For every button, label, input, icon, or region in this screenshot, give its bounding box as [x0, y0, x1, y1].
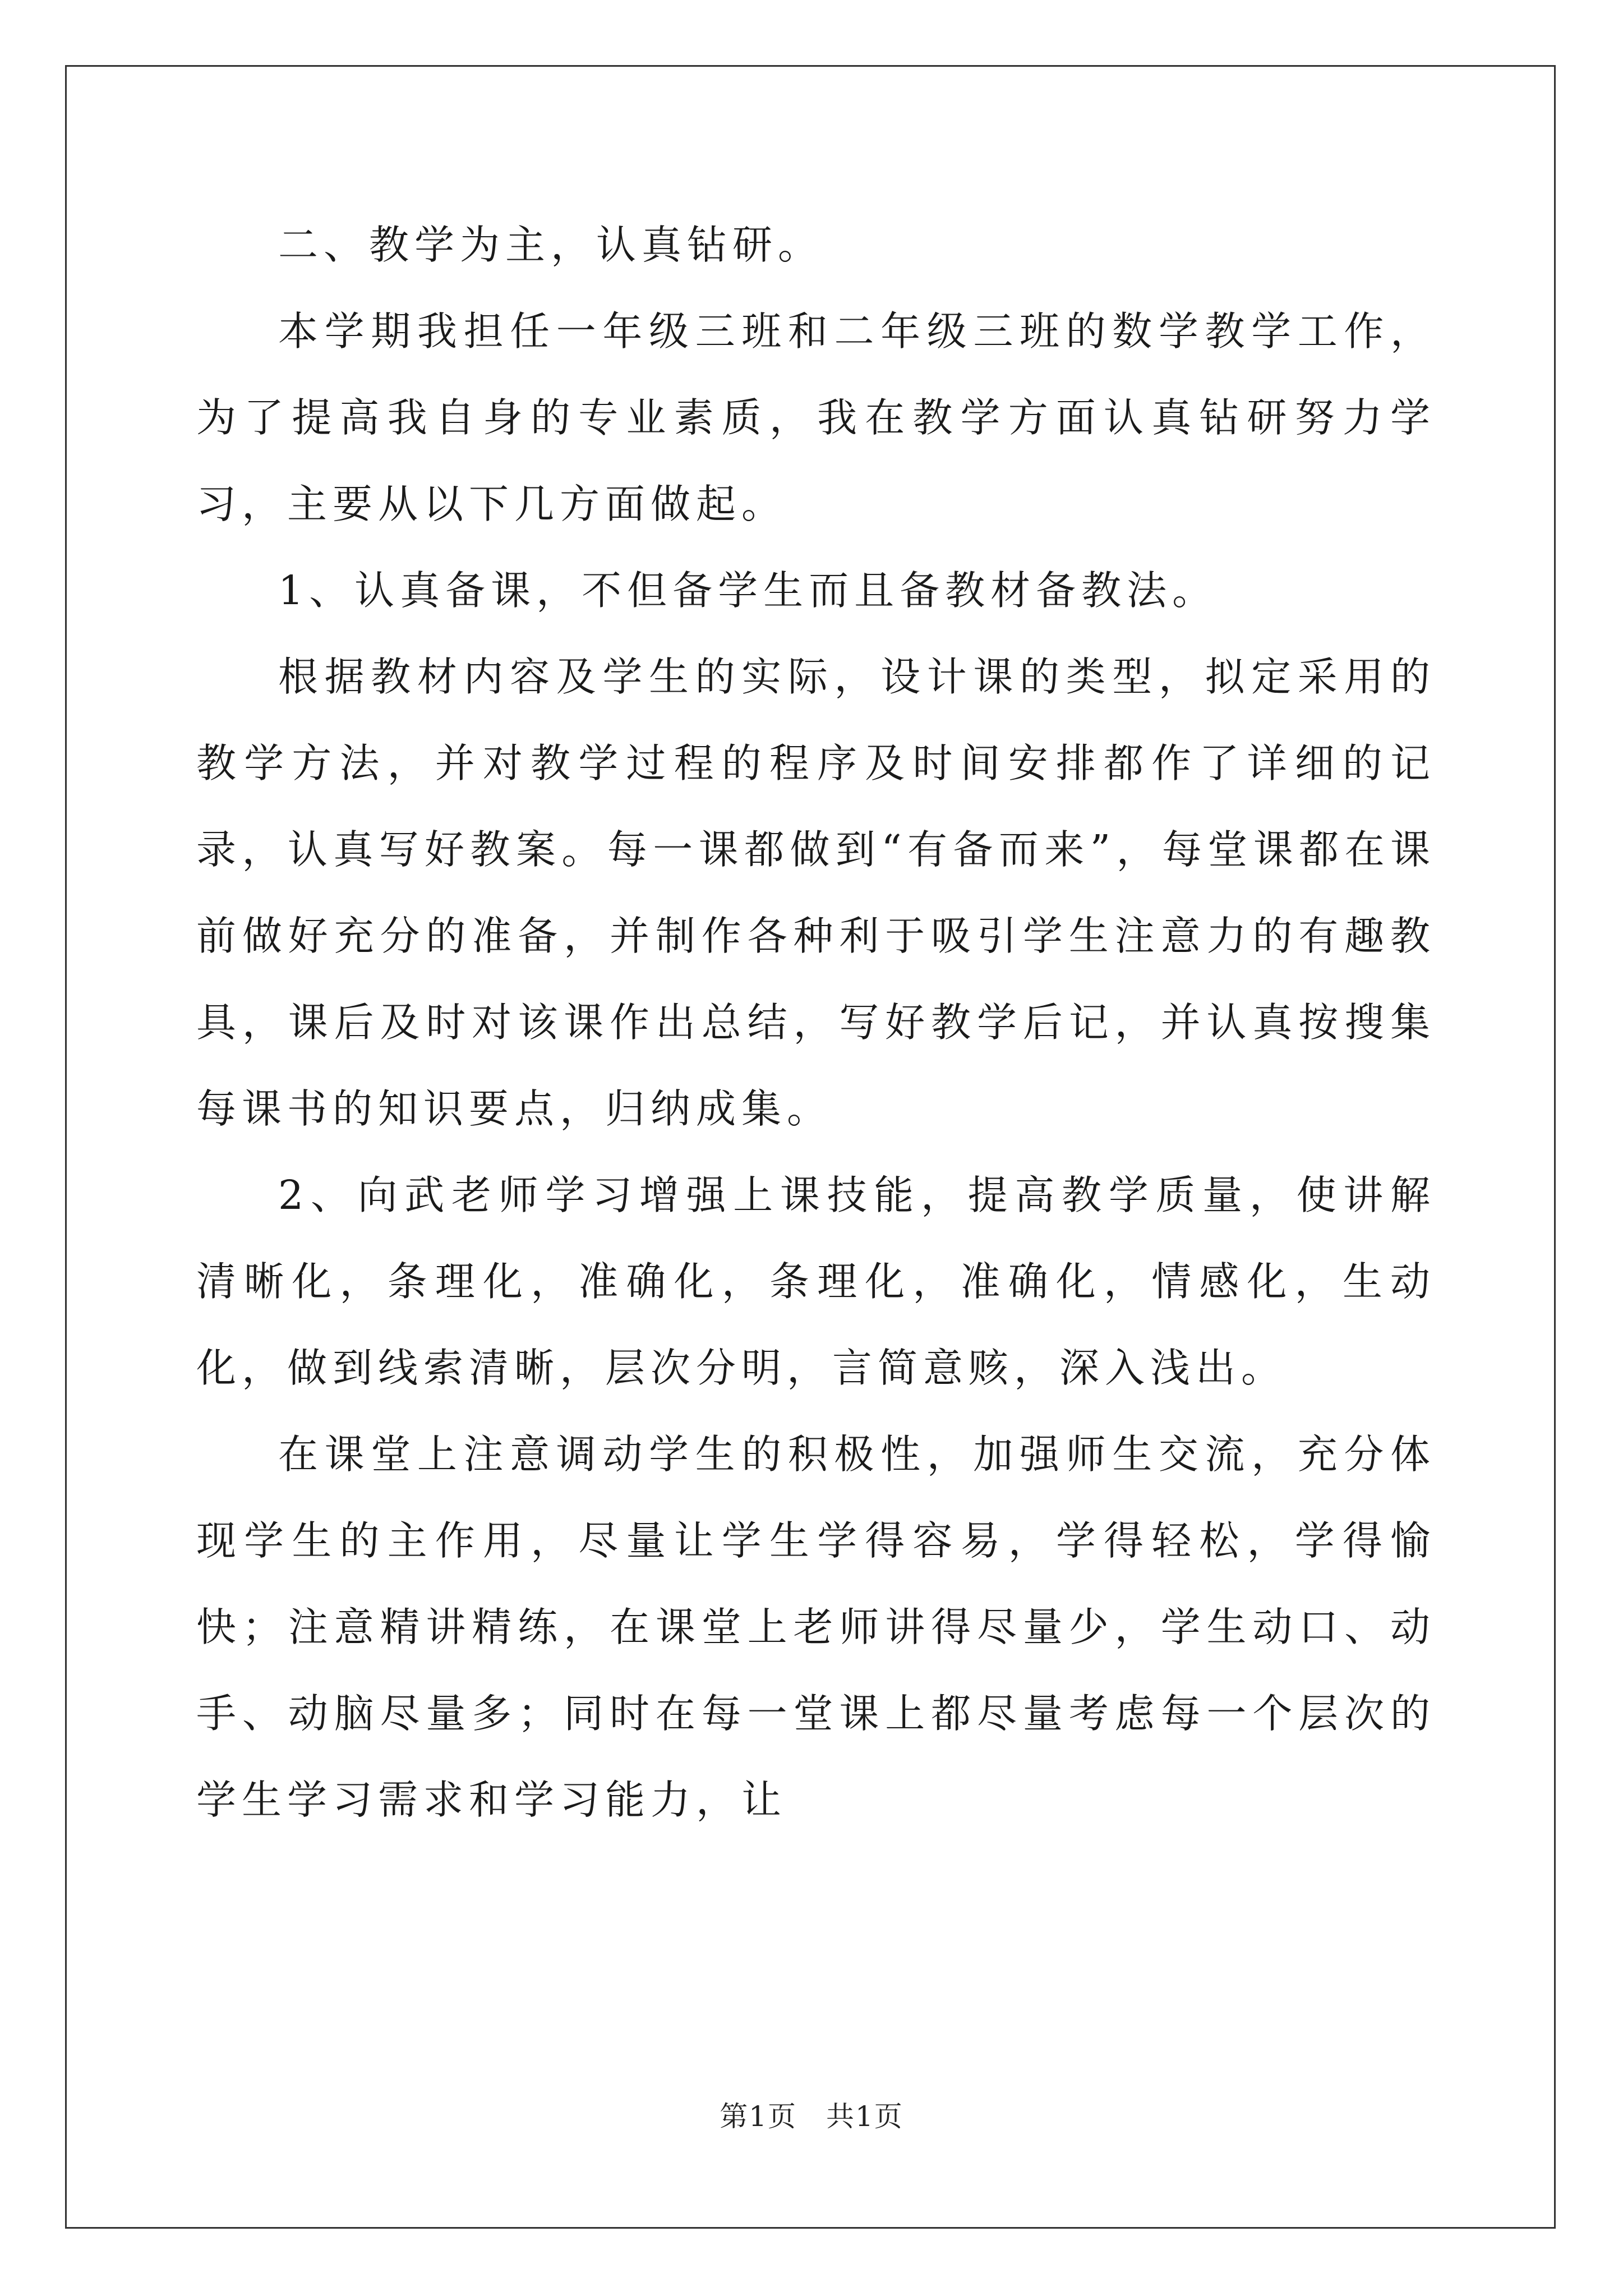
subsection-heading: 2、向武老师学习增强上课技能，提高教学质量，使讲解清晰化，条理化，准确化，条理化，准确化，情感化，生动化，做到线索清晰，层次分明，言简意赅，深入浅出。	[196, 1172, 1436, 1391]
paragraph: 在课堂上注意调动学生的积极性，加强师生交流，充分体现学生的主作用，尽量让学生学得容易，学得轻松，学得愉快；注意精讲精练，在课堂上老师讲得尽量少，学生动口、动手、动脑尽量多；同时在每一堂课上都尽量考虑每一个层次的学生学习需求和学习能力，让	[196, 1431, 1436, 1823]
subsection-heading: 1、认真备课，不但备学生而且备教材备教法。	[278, 567, 1218, 614]
document-body	[196, 202, 1436, 1843]
page-number-footer: 第1页 共1页	[720, 2100, 903, 2133]
paragraph: 本学期我担任一年级三班和二年级三班的数学教学工作，为了提高我自身的专业素质，我在教学方面认真钻研努力学习，主要从以下几方面做起。	[196, 308, 1436, 527]
paragraph: 根据教材内容及学生的实际，设计课的类型，拟定采用的教学方法，并对教学过程的程序及时间安排都作了详细的记录，认真写好教案。每一课都做到“有备而来”，每堂课都在课前做好充分的准备，并制作各种利于吸引学生注意力的有趣教具，课后及时对该课作出总结，写好教学后记，并认真按搜集每课书的知识要点，归纳成集。	[196, 654, 1436, 1132]
section-heading: 二、教学为主，认真钻研。	[278, 222, 824, 268]
